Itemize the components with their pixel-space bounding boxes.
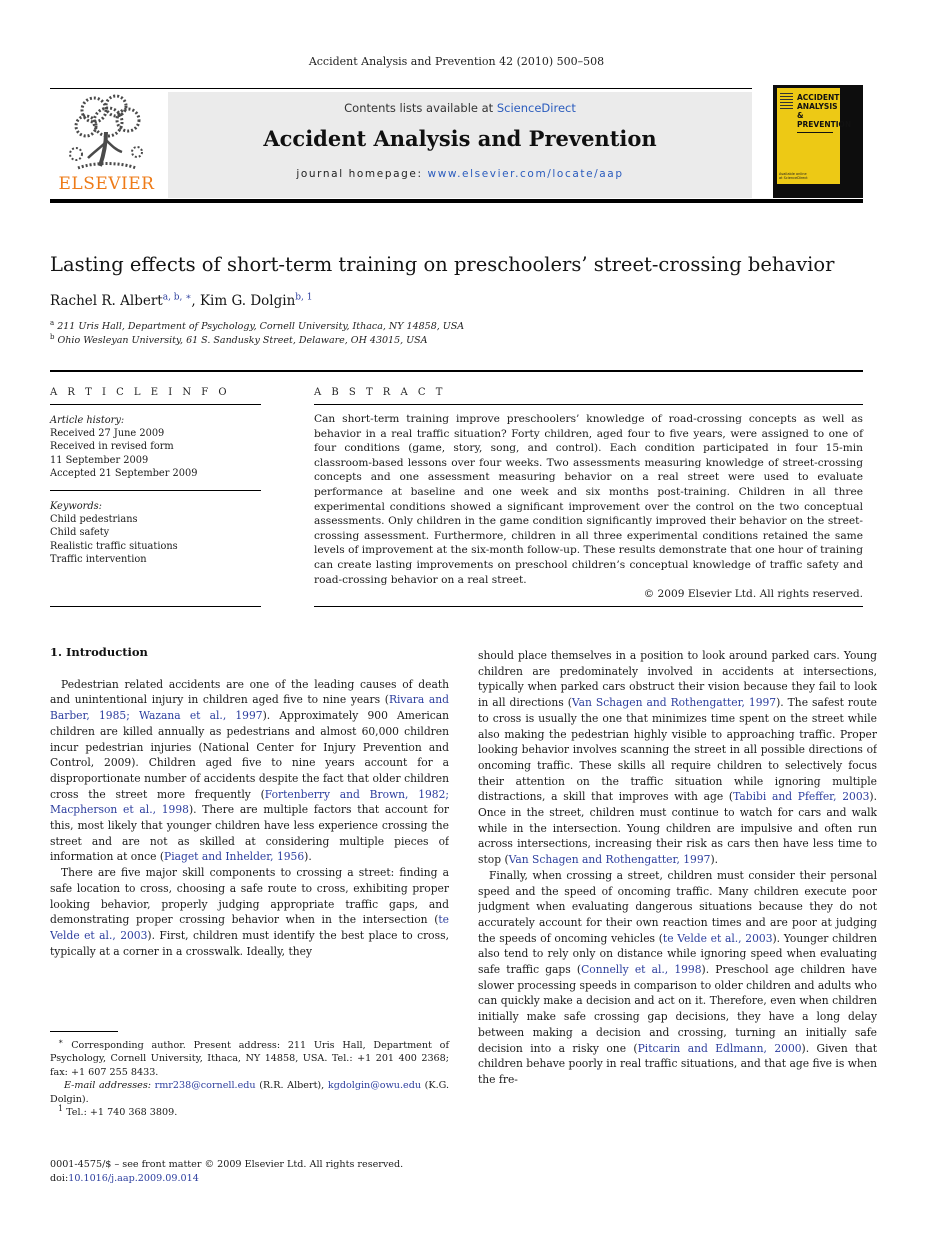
body-paragraph [50,865,449,959]
text-segment: ). The safest route to cross is usually the one that minimizes time spent on the street while also making the pedestrian highly visible to approaching traffic. Proper looking behavior involves scanning the street in all possible directions of oncoming traffic. These skills all require children to selectively focus their attention on the traffic situation while ignoring multiple distractions, a skill that improves with age ( [478,696,877,804]
article-info-divider [50,490,261,491]
text-segment: ). Younger children also tend to rely only on distance while ignoring speed when evaluating safe traffic gaps ( [478,931,877,977]
inline-link[interactable]: b, 1 [295,292,313,303]
email-addresses-note [50,1079,449,1106]
top-divider [50,88,752,89]
keyword-item: Traffic intervention [50,553,147,565]
article-info-bottom-rule [50,606,261,607]
author-line [50,293,863,309]
inline-link[interactable]: Fortenberry and Brown, 1982; Macpherson et al., 1998 [50,787,449,817]
abstract-bottom-rule [314,606,863,607]
page-footer [50,1158,500,1186]
contents-lists-line [168,92,752,115]
inline-link[interactable]: www.elsevier.com/locate/aap [427,168,624,180]
inline-link[interactable]: Rivara and Barber, 1985; Wazana et al., 1997 [50,693,449,723]
abstract-copyright: © 2009 Elsevier Ltd. All rights reserved. [643,588,863,601]
text-segment: 211 Uris Hall, Department of Psychology, Cornell University, Ithaca, NY 14858, USA [54,321,465,332]
history-item: Received in revised form [50,441,174,453]
elsevier-wordmark: ELSEVIER [58,174,155,194]
cover-title: ACCIDENT ANALYSIS & PREVENTION [797,93,851,133]
corresponding-author-note [50,1036,449,1079]
cover-underline [797,132,833,133]
journal-homepage-line [168,168,752,180]
inline-link[interactable]: Tabibi and Pfeffer, 2003 [733,790,870,804]
abstract-text: Can short-term training improve preschoolers’ knowledge of road-crossing concepts as well as behavior in a real traffic situation? Forty children, aged four to five years, were assigned to one of four conditions (game, story, song, and control). Each condition participated in four 15-min classroom-based lessons over four weeks. Two assessments measuring knowledge of street-crossing concepts and one assessment measuring behavior on a real street were used to evaluate performance at baseline and one week and six months post-training. Children in all three experimental conditions showed a significant improvement over the control on the two conceptual assessments. Only children in the game condition significantly improved their behavior on the street-crossing assessment. Furthermore, children in all three experimental conditions retained the same levels of improvement at the six-month follow-up. These results demonstrate that one hour of training can create lasting improvements on preschool children’s conceptual knowledge of traffic safety and road-crossing behavior on a real street. [314,413,863,586]
text-segment: There are five major skill components to crossing a street: finding a safe location to cross, choosing a safe route to cross, exhibiting proper looking behavior, properly judging appropriate traffic gaps, and demonstrating proper crossing behavior when in the intersection ( [50,866,449,927]
telephone-note [50,1103,449,1119]
text-segment: ). [304,850,312,864]
text-segment: ). [710,853,719,867]
body-paragraph [50,677,449,865]
article-info-column [50,387,261,566]
text-segment: E-mail addresses: [64,1080,155,1092]
cover-sciencedirect-mark: Available online at ScienceDirect [779,172,808,180]
journal-cover-thumbnail[interactable] [773,85,863,198]
running-head-citation: Accident Analysis and Prevention 42 (2010) 500–508 [308,55,605,68]
text-segment: Pedestrian related accidents are one of the leading causes of death and unintentional injury in children aged five to nine years ( [50,677,449,707]
body-right-column [478,648,877,1130]
inline-link[interactable]: a, b, ∗ [162,292,192,303]
inline-link[interactable]: 10.1016/j.aap.2009.09.014 [68,1173,199,1184]
keyword-item: Realistic traffic situations [50,540,178,552]
inline-link[interactable]: rmr238@cornell.edu [154,1080,256,1092]
text-segment: 1 [58,1103,64,1113]
article-info-header: A R T I C L E I N F O [50,387,231,398]
keyword-item: Child safety [50,527,110,539]
doi-line [50,1172,500,1186]
keywords-label: Keywords: [50,501,102,513]
text-segment: doi: [50,1173,69,1184]
affiliation-a [50,318,863,332]
text-segment: Contents lists available at [344,101,497,115]
elsevier-tree-icon [50,92,163,176]
keyword-item: Child pedestrians [50,514,138,526]
history-item: Accepted 21 September 2009 [50,467,198,479]
info-abstract-top-rule [50,370,863,372]
article-history-label: Article history: [50,415,125,426]
inline-link[interactable]: Van Schagen and Rothengatter, 1997 [508,853,711,867]
abstract-header-rule [314,404,863,405]
text-segment: a [50,318,55,327]
text-segment: ∗ [58,1036,64,1046]
text-segment: ). Approximately 900 American children are killed annually as pedestrians and almost 60,000 children incur pedestrian injuries (National Center for Injury Prevention and Control, 2009). Children aged five to nine years account for a disproportionate number of accidents despite the fact that older children cross the street more frequently ( [50,709,449,801]
history-item: 11 September 2009 [50,454,149,466]
text-segment: b [50,332,55,341]
elsevier-logo[interactable] [50,92,163,198]
text-segment: (K.G. Dolgin). [50,1080,449,1105]
article-title: Lasting effects of short-term training on preschoolers’ street-crossing behavior [50,253,835,276]
history-item: Received 27 June 2009 [50,428,165,440]
text-segment: Rachel R. Albert [50,293,163,309]
inline-link[interactable]: ScienceDirect [496,101,576,115]
text-segment: ). Given that children behave poorly in real traffic situations, and that age five is when the fre- [478,1041,877,1086]
journal-banner [168,92,752,198]
text-segment: , Kim G. Dolgin [191,293,296,309]
text-segment: (R.R. Albert), [255,1080,328,1092]
banner-bottom-rule [50,199,863,203]
inline-link[interactable]: Van Schagen and Rothengatter, 1997 [571,696,777,710]
cover-issue-info [780,93,793,109]
article-info-header-rule [50,404,261,405]
inline-link[interactable]: te Velde et al., 2003 [662,931,773,945]
text-segment: journal homepage: [296,168,428,180]
text-segment: Tel.: +1 740 368 3809. [63,1107,178,1119]
issn-copyright-line: 0001-4575/$ – see front matter © 2009 Elsevier Ltd. All rights reserved. [50,1159,404,1170]
inline-link[interactable]: Connelly et al., 1998 [581,963,702,977]
body-paragraph [478,648,877,868]
journal-title: Accident Analysis and Prevention [263,126,657,151]
text-segment: ). There are multiple factors that account for this, most likely that younger children have less experience crossing the street and are not as skilled at considering multiple pieces of information at once ( [50,803,449,864]
inline-link[interactable]: Piaget and Inhelder, 1956 [164,850,305,864]
affiliation-b [50,332,863,346]
text-segment: Corresponding author. Present address: 211 Uris Hall, Department of Psychology, Cornell University, Ithaca, NY 14858, USA. Tel.: +1 201 400 2368; fax: +1 607 255 8433. [50,1040,449,1078]
text-segment: Ohio Wesleyan University, 61 S. Sandusky Street, Delaware, OH 43015, USA [54,335,428,346]
body-left-column [50,645,449,1023]
inline-link[interactable]: Pitcarin and Edlmann, 2000 [637,1041,802,1055]
footnote-rule [50,1031,118,1032]
text-segment: Finally, when crossing a street, children must consider their personal speed and the speed of oncoming traffic. Many children execute poor judgment when evaluating dangerous situations because they do not accurately account for their own reaction times and are poor at judging the speeds of oncoming vehicles ( [478,868,877,945]
abstract-column [314,387,863,600]
section-heading-introduction: 1. Introduction [50,645,148,659]
inline-link[interactable]: kgdolgin@owu.edu [327,1080,422,1092]
text-segment: ). First, children must identify the best place to cross, typically at a corner in a crosswalk. Ideally, they [50,928,449,958]
footnote-block [50,1031,449,1119]
text-segment: should place themselves in a position to look around parked cars. Young children are predominately involved in accidents at intersections, typically when parked cars obstruct their vision because they fail to look in all directions ( [478,649,877,710]
text-segment: ). Preschool age children have slower processing speeds in comparison to older children and adults who can quickly make a decision and act on it. Therefore, even when children initially make safe crossing gap decisions, they have a long delay between making a decision and crossing, turning an initially safe decision into a risky one ( [478,963,877,1055]
text-segment: ). Once in the street, children must continue to watch for cars and walk while in the intersection. Young children are impulsive and often run across intersections, increasing their risk as cars then have less time to stop ( [478,790,877,867]
abstract-header: A B S T R A C T [314,387,446,398]
body-paragraph [478,868,877,1088]
inline-link[interactable]: te Velde et al., 2003 [50,913,449,942]
